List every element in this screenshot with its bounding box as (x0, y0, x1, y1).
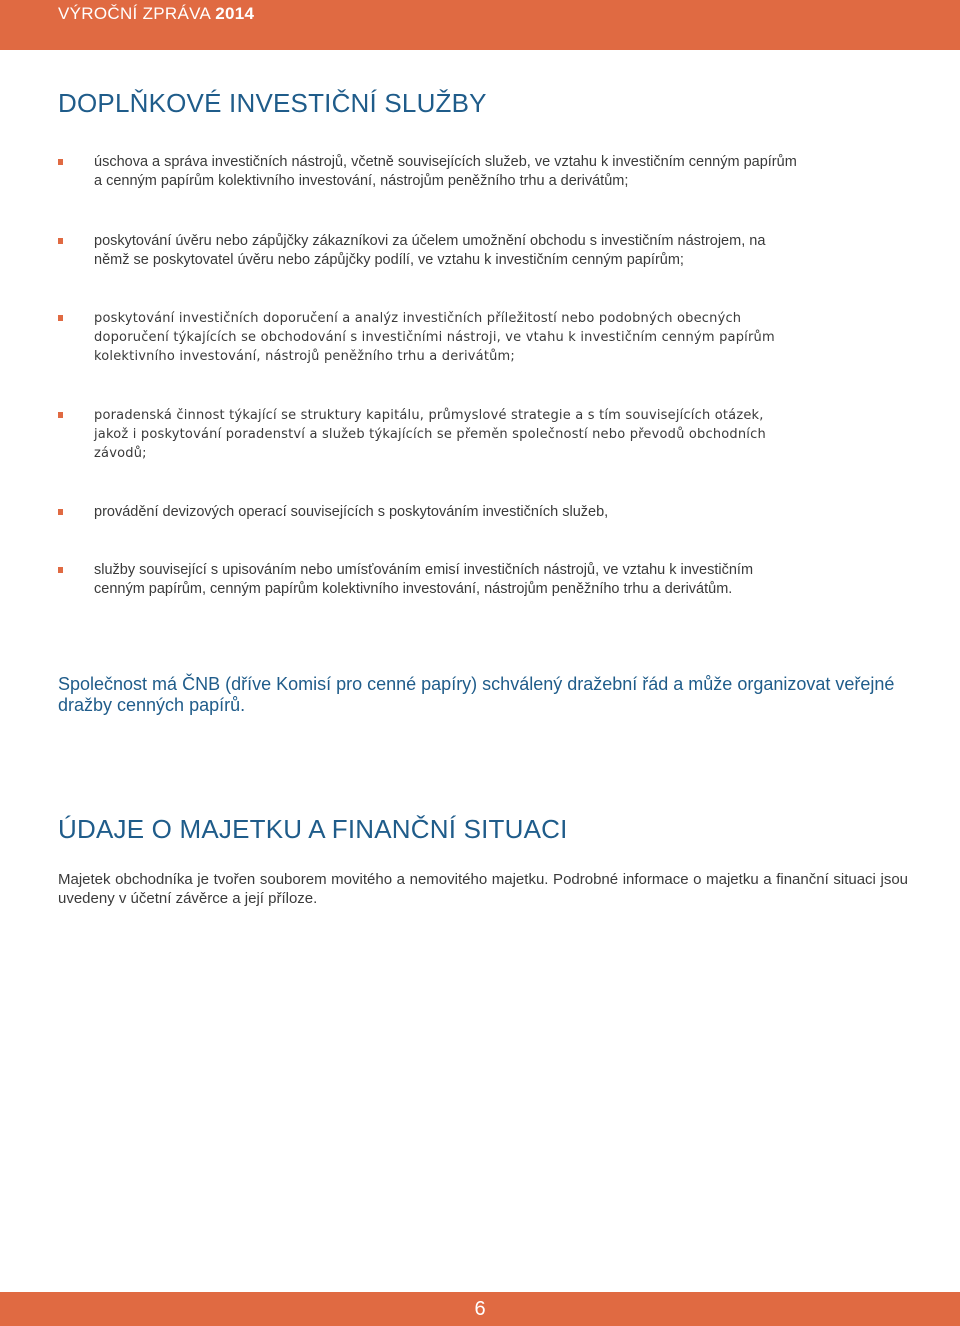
bullet-icon (58, 315, 63, 321)
list-item-text: úschova a správa investičních nástrojů, včetně souvisejících služeb, ve vztahu k investičním cenným papírům a cenným papírům kolektivního investování, nástrojům peněžního trhu a derivátům; (94, 154, 797, 189)
bullet-icon (58, 509, 63, 515)
list-item-text: poskytování úvěru nebo zápůjčky zákazníkovi za účelem umožnění obchodu s investičním nástrojem, na němž se poskytovatel úvěru nebo zápůjčky podílí, ve vztahu k investičním cenným papírům; (94, 233, 766, 268)
bullet-icon (58, 238, 63, 244)
bullet-icon (58, 159, 63, 165)
assets-paragraph: Majetek obchodníka je tvořen souborem movitého a nemovitého majetku. Podrobné informace o majetku a finanční situaci jsou uvedeny v účetní závěrce a její příloze. (58, 871, 908, 907)
list-item-text: poskytování investičních doporučení a analýz investičních příležitostí nebo podobných obecných doporučení týkajících se obchodování s investičními nástroji, ve vtahu k investičním cenným papírům kolektivního investování, nástrojů peněžního trhu a derivátům; (94, 311, 775, 364)
report-year: 2014 (215, 4, 255, 23)
page-number: 6 (474, 1298, 486, 1320)
list-item-text: poradenská činnost týkající se struktury kapitálu, průmyslové strategie a s tím souvisejících otázek, jakož i poskytování poradenství a služeb týkajících se přeměn společností nebo převodů obchodních závodů; (94, 408, 766, 461)
bullet-icon (58, 412, 63, 418)
bullet-icon (58, 567, 63, 573)
section-title-services: DOPLŇKOVÉ INVESTIČNÍ SLUŽBY (58, 88, 487, 118)
report-title (58, 4, 254, 24)
report-label: VÝROČNÍ ZPRÁVA (58, 4, 211, 23)
list-item-text: služby související s upisováním nebo umísťováním emisí investičních nástrojů, ve vztahu k investičním cenným papírům, cenným papírům kolektivního investování, nástrojům peněžního trhu a derivátům. (94, 562, 754, 597)
header-bar (0, 0, 960, 50)
highlight-note: Společnost má ČNB (dříve Komisí pro cenné papíry) schválený dražební řád a může organizovat veřejné dražby cenných papírů. (58, 674, 895, 715)
section-title-assets: ÚDAJE O MAJETKU A FINANČNÍ SITUACI (58, 814, 568, 844)
list-item-text: provádění devizových operací souvisejících s poskytováním investičních služeb, (94, 504, 609, 520)
